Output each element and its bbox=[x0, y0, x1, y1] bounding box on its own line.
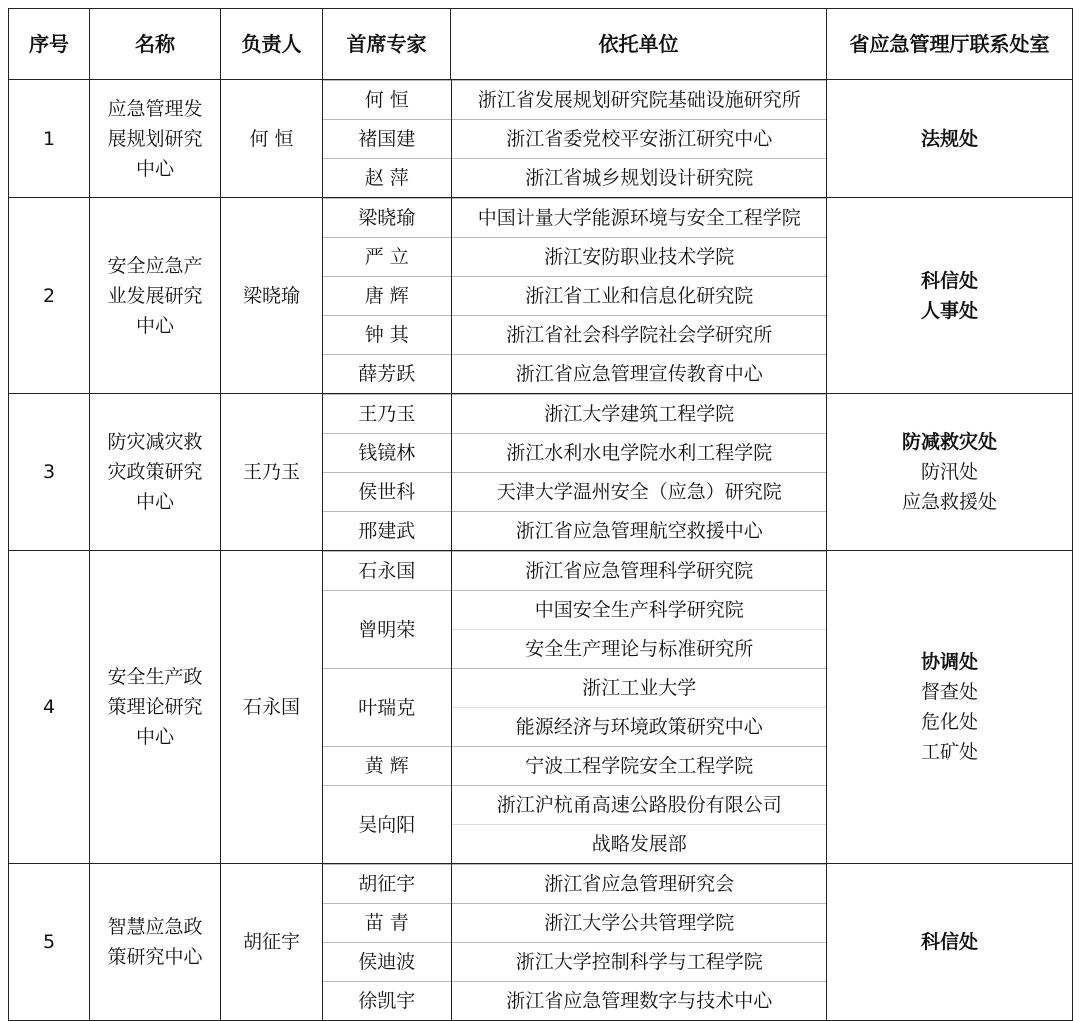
contact-office-line: 应急救援处 bbox=[901, 491, 997, 513]
center-name-line: 中心 bbox=[135, 491, 174, 513]
center-name-line: 展规划研究 bbox=[107, 127, 203, 150]
center-name-line: 安全应急产 bbox=[107, 254, 203, 277]
expert-row bbox=[323, 747, 827, 786]
center-name-line: 策理论研究 bbox=[107, 696, 203, 718]
host-unit: 浙江省城乡规划设计研究院 bbox=[451, 159, 827, 198]
experts-subtable bbox=[323, 198, 827, 393]
leader-name: 何 恒 bbox=[221, 80, 323, 198]
chief-expert: 赵 萍 bbox=[323, 159, 451, 198]
center-name-line: 防灾减灾救 bbox=[107, 431, 203, 453]
host-unit: 浙江省应急管理数字与技术中心 bbox=[451, 982, 827, 1021]
experts-subtable bbox=[323, 551, 827, 863]
expert-row bbox=[323, 277, 827, 316]
header-chief-expert: 首席专家 bbox=[323, 9, 451, 80]
expert-row bbox=[323, 591, 827, 630]
row-number: 1 bbox=[9, 80, 90, 198]
center-name-line: 中心 bbox=[135, 314, 174, 337]
header-host-unit: 依托单位 bbox=[451, 9, 827, 80]
host-unit: 天津大学温州安全（应急）研究院 bbox=[451, 473, 827, 512]
leader-name: 王乃玉 bbox=[221, 394, 323, 551]
leader-name: 胡征宇 bbox=[221, 864, 323, 1021]
expert-row bbox=[323, 434, 827, 473]
header-row bbox=[9, 9, 1073, 80]
chief-expert: 梁晓瑜 bbox=[323, 199, 451, 238]
experts-block bbox=[323, 864, 827, 1021]
center-name-line: 安全生产政 bbox=[107, 666, 203, 688]
center-name-line: 中心 bbox=[135, 157, 174, 180]
host-unit: 浙江省应急管理航空救援中心 bbox=[451, 512, 827, 551]
experts-block bbox=[323, 80, 827, 198]
expert-row bbox=[323, 904, 827, 943]
contact-office-line: 科信处 bbox=[920, 269, 978, 292]
chief-expert: 严 立 bbox=[323, 238, 451, 277]
header-leader: 负责人 bbox=[221, 9, 323, 80]
host-unit: 浙江省应急管理科学研究院 bbox=[451, 552, 827, 591]
expert-row bbox=[323, 395, 827, 434]
expert-row bbox=[323, 316, 827, 355]
contact-office-line: 人事处 bbox=[920, 299, 978, 322]
host-unit: 中国安全生产科学研究院 bbox=[451, 591, 827, 630]
chief-expert: 王乃玉 bbox=[323, 395, 451, 434]
center-name bbox=[90, 198, 221, 394]
experts-block bbox=[323, 551, 827, 864]
experts-block bbox=[323, 198, 827, 394]
contact-office-line: 危化处 bbox=[920, 711, 978, 733]
contact-office-line: 工矿处 bbox=[920, 741, 978, 763]
host-unit: 浙江大学公共管理学院 bbox=[451, 904, 827, 943]
contact-office-line: 协调处 bbox=[920, 651, 978, 673]
expert-row bbox=[323, 552, 827, 591]
header-no: 序号 bbox=[9, 9, 90, 80]
center-name bbox=[90, 864, 221, 1021]
contact-office-line: 防减救灾处 bbox=[901, 431, 997, 453]
chief-expert: 胡征宇 bbox=[323, 865, 451, 904]
chief-expert: 叶瑞克 bbox=[323, 669, 451, 747]
expert-row bbox=[323, 473, 827, 512]
chief-expert: 黄 辉 bbox=[323, 747, 451, 786]
chief-expert: 钟 其 bbox=[323, 316, 451, 355]
contact-office bbox=[827, 864, 1073, 1021]
host-unit: 浙江安防职业技术学院 bbox=[451, 238, 827, 277]
contact-office-line: 督查处 bbox=[920, 681, 978, 703]
chief-expert: 唐 辉 bbox=[323, 277, 451, 316]
host-unit: 战略发展部 bbox=[451, 825, 827, 864]
experts-subtable bbox=[323, 864, 827, 1020]
host-unit: 浙江省发展规划研究院基础设施研究所 bbox=[451, 81, 827, 120]
chief-expert: 吴向阳 bbox=[323, 786, 451, 864]
host-unit: 安全生产理论与标准研究所 bbox=[451, 630, 827, 669]
leader-name: 石永国 bbox=[221, 551, 323, 864]
expert-row bbox=[323, 159, 827, 198]
expert-row bbox=[323, 786, 827, 825]
expert-row bbox=[323, 865, 827, 904]
host-unit: 浙江水利水电学院水利工程学院 bbox=[451, 434, 827, 473]
host-unit: 浙江大学控制科学与工程学院 bbox=[451, 943, 827, 982]
host-unit: 浙江省工业和信息化研究院 bbox=[451, 277, 827, 316]
expert-row bbox=[323, 982, 827, 1021]
row-number: 2 bbox=[9, 198, 90, 394]
center-name bbox=[90, 551, 221, 864]
host-unit: 浙江沪杭甬高速公路股份有限公司 bbox=[451, 786, 827, 825]
row-number: 3 bbox=[9, 394, 90, 551]
chief-expert: 徐凯宇 bbox=[323, 982, 451, 1021]
center-name-line: 应急管理发 bbox=[107, 97, 203, 120]
contact-office-line: 防汛处 bbox=[920, 461, 978, 483]
contact-office-line: 科信处 bbox=[920, 931, 978, 953]
expert-row bbox=[323, 512, 827, 551]
expert-row bbox=[323, 669, 827, 708]
table-row bbox=[9, 394, 1073, 551]
center-name-line: 灾政策研究 bbox=[107, 461, 203, 483]
host-unit: 浙江省社会科学院社会学研究所 bbox=[451, 316, 827, 355]
chief-expert: 侯世科 bbox=[323, 473, 451, 512]
experts-subtable bbox=[323, 394, 827, 550]
host-unit: 浙江大学建筑工程学院 bbox=[451, 395, 827, 434]
chief-expert: 钱镜林 bbox=[323, 434, 451, 473]
contact-office bbox=[827, 551, 1073, 864]
expert-row bbox=[323, 943, 827, 982]
table-row bbox=[9, 551, 1073, 864]
header-contact-office: 省应急管理厅联系处室 bbox=[827, 9, 1073, 80]
center-name-line: 中心 bbox=[135, 726, 174, 748]
chief-expert: 苗 青 bbox=[323, 904, 451, 943]
expert-row bbox=[323, 81, 827, 120]
chief-expert: 侯迪波 bbox=[323, 943, 451, 982]
expert-row bbox=[323, 120, 827, 159]
research-center-table bbox=[8, 8, 1073, 1021]
table-row bbox=[9, 80, 1073, 198]
table-row bbox=[9, 864, 1073, 1021]
center-name-line: 智慧应急政 bbox=[107, 916, 203, 938]
center-name-line: 策研究中心 bbox=[107, 946, 203, 968]
chief-expert: 何 恒 bbox=[323, 81, 451, 120]
contact-office bbox=[827, 198, 1073, 394]
header-name: 名称 bbox=[90, 9, 221, 80]
row-number: 5 bbox=[9, 864, 90, 1021]
host-unit: 能源经济与环境政策研究中心 bbox=[451, 708, 827, 747]
experts-block bbox=[323, 394, 827, 551]
host-unit: 浙江省应急管理宣传教育中心 bbox=[451, 355, 827, 394]
chief-expert: 薛芳跃 bbox=[323, 355, 451, 394]
contact-office-line: 法规处 bbox=[920, 127, 978, 150]
chief-expert: 邢建武 bbox=[323, 512, 451, 551]
center-name bbox=[90, 80, 221, 198]
center-name bbox=[90, 394, 221, 551]
contact-office bbox=[827, 80, 1073, 198]
expert-row bbox=[323, 238, 827, 277]
chief-expert: 曾明荣 bbox=[323, 591, 451, 669]
expert-row bbox=[323, 355, 827, 394]
table-row bbox=[9, 198, 1073, 394]
host-unit: 浙江省应急管理研究会 bbox=[451, 865, 827, 904]
host-unit: 浙江工业大学 bbox=[451, 669, 827, 708]
leader-name: 梁晓瑜 bbox=[221, 198, 323, 394]
host-unit: 中国计量大学能源环境与安全工程学院 bbox=[451, 199, 827, 238]
experts-subtable bbox=[323, 80, 827, 197]
host-unit: 浙江省委党校平安浙江研究中心 bbox=[451, 120, 827, 159]
contact-office bbox=[827, 394, 1073, 551]
host-unit: 宁波工程学院安全工程学院 bbox=[451, 747, 827, 786]
row-number: 4 bbox=[9, 551, 90, 864]
expert-row bbox=[323, 199, 827, 238]
center-name-line: 业发展研究 bbox=[107, 284, 203, 307]
chief-expert: 石永国 bbox=[323, 552, 451, 591]
chief-expert: 褚国建 bbox=[323, 120, 451, 159]
